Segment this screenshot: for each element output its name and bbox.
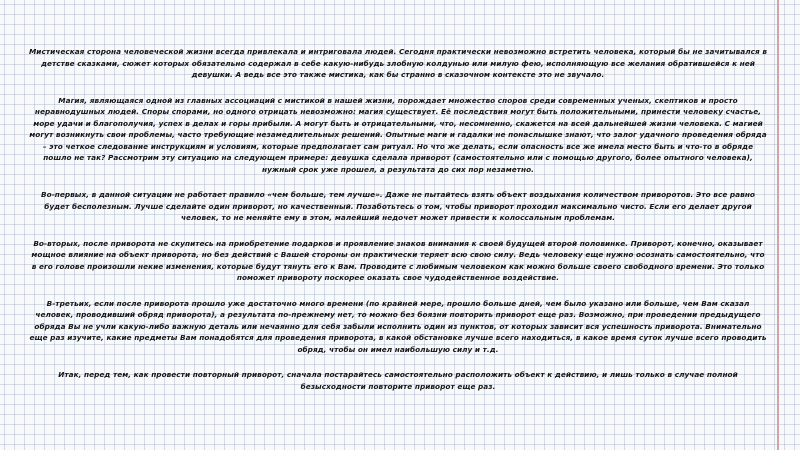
- paragraph-magic: Магия, являющаяся одной из главных ассоциаций с мистикой в нашей жизни, порождает множество споров среди современных ученых, скептиков и просто неравнодушных людей. Споры спорами, но одного отрицать невозможно: магия существует. Её последствия могут быть положительными, принести человеку счастье, море удачи и благополучия, успех в делах и горы прибыли. А могут быть и отрицательными, что, несомненно, скажется на всей дальнейшей жизни человека. С магией могут возникнуть свои проблемы, часто требующие незамедлительных решений. Опытные маги и гадалки не понаслышке знают, что залог удачного проведения обряда – это четкое следование инструкциям и условиям, которые предполагает сам ритуал. Но что же делать, если опасность все же имела место быть и что-то в обряде пошло не так? Рассмотрим эту ситуацию на следующем примере: девушка сделала приворот (самостоятельно или с помощью другого, более опытного человека), нужный срок уже прошел, а результата до сих пор незаметно.: [29, 95, 767, 174]
- paragraph-second: Во-вторых, после приворота не скупитесь на приобретение подарков и проявление знаков внимания к своей будущей второй половинке. Приворот, конечно, оказывает мощное влияние на объект приворота, но без действий с Вашей стороны он практически теряет всю свою силу. Ведь человеку еще нужно осознать самостоятельно, что в его голове произошли некие изменения, которые будут тянуть его к Вам. Проводите с любимым человеком как можно больше своего свободного времени. Это только поможет привороту поскорее оказать свое чудодейственное воздействие.: [31, 238, 765, 282]
- paragraph-conclusion: Итак, перед тем, как провести повторный приворот, сначала постарайтесь самостоятельно расположить объект к действию, и лишь только в случае полной безысходности повторите приворот еще раз.: [58, 370, 738, 391]
- document-body: [28, 46, 768, 446]
- paragraph-intro: Мистическая сторона человеческой жизни всегда привлекала и интриговала людей. Сегодня практически невозможно встретить человека, который бы не зачитывался в детстве сказками, сюжет которых обязательно содержал в себе какую-нибудь злобную колдунью или милую фею, исполняющую все желания обратившейся к ней девушки. А ведь все это также мистика, как бы странно в сказочном контексте это не звучало.: [28, 47, 768, 79]
- paragraph-third: В-третьих, если после приворота прошло уже достаточно много времени (по крайней мере, прошло больше дней, чем было указано или больше, чем Вам сказал человек, проводивший обряд приворота), а результата по-прежнему нет, то можно без боязни повторить приворот еще раз. Возможно, при проведении предыдущего обряда Вы не учли какую-либо важную деталь или нечаянно для себя забыли исполнить один из пунктов, от которых зависит вся успешность приворота. Внимательно еще раз изучите, какие предметы Вам понадобятся для проведения приворота, в какой обстановке лучше всего находиться, в какое время суток лучше всего проводить обряд, чтобы он имел наибольшую силу и т.д.: [29, 298, 767, 354]
- paragraph-first: Во-первых, в данной ситуации не работает правило «чем больше, тем лучше». Даже не пытайтесь взять объект воздыхания количеством приворотов. Это все равно будет бесполезным. Лучше сделайте один приворот, но качественный. Позаботьтесь о том, чтобы приворот проходил максимально чисто. Если его делает другой человек, то не меняйте ему в этом, малейший недочет может привести к колоссальным проблемам.: [41, 190, 755, 222]
